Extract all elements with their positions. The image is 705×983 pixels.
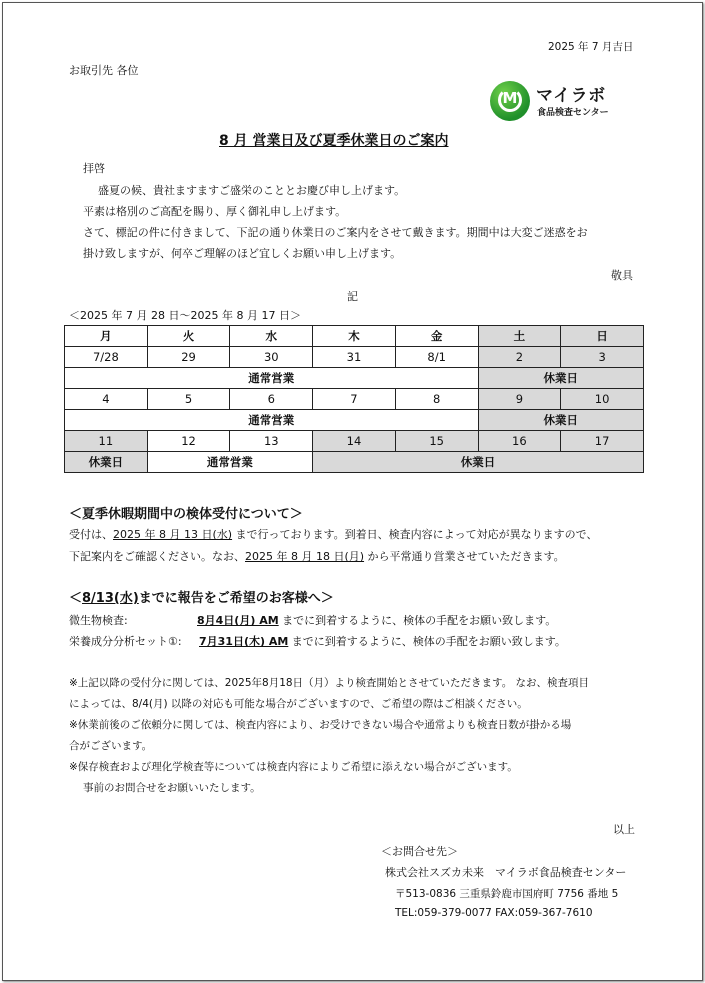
date-cell: 6 [230,389,313,410]
test-row-detail [199,633,566,649]
date-cell: 30 [230,347,313,368]
note-line: 合がございます。 [69,740,153,752]
greeting-line: 掛け致しますが、何卒ご理解のほど宜しくお願い申し上げます。 [83,247,402,260]
weekday-cell: 火 [147,326,230,347]
deadline-date: 8/13(水) [82,591,139,606]
greeting-line: 平素は格別のご高配を賜り、厚く御礼申し上げます。 [83,205,347,218]
date-cell: 12 [147,431,230,452]
ki-heading: 記 [347,290,358,303]
date-cell: 17 [561,431,644,452]
status-row [65,410,644,431]
weekday-cell: 金 [395,326,478,347]
text: までに報告をご希望のお客様へ＞ [138,591,334,606]
business-calendar [64,325,644,473]
date-cell: 29 [147,347,230,368]
status-holiday: 休業日 [478,368,643,389]
ijou: 以上 [613,823,635,836]
logo-mark-letter: M [502,89,518,107]
arrival-deadline: 8月4日(月) AM [197,614,279,627]
calendar-period: ＜2025 年 7 月 28 日～2025 年 8 月 17 日＞ [69,309,301,322]
date-cell: 7/28 [65,347,148,368]
section-heading: ＜夏季休暇期間中の検体受付について＞ [69,507,303,522]
date-cell: 15 [395,431,478,452]
date-cell: 2 [478,347,561,368]
text: まで行っております。到着日、検査内容によって対応が異なりますので、 [232,528,598,541]
date-cell: 16 [478,431,561,452]
contact-address: 〒513-0836 三重県鈴鹿市国府町 7756 番地 5 [395,888,619,900]
section-line [69,526,597,542]
logo-subtitle: 食品検査センター [537,108,609,118]
recipient: お取引先 各位 [69,64,139,77]
date-cell: 13 [230,431,313,452]
resume-date: 2025 年 8 月 18 日(月) [245,550,365,563]
test-row-detail [197,612,556,628]
date-cell: 8 [395,389,478,410]
contact-company: 株式会社スズカ未来 マイラボ食品検査センター [385,866,627,879]
test-label: 栄養成分分析セット①: [69,635,182,648]
logo-name: マイラボ [536,86,606,106]
status-holiday: 休業日 [478,410,643,431]
document-page [2,2,703,981]
weekday-cell: 日 [561,326,644,347]
status-holiday: 休業日 [313,452,644,473]
greeting-opening: 拝啓 [83,162,105,175]
deadline-date: 2025 年 8 月 13 日(水) [113,528,233,541]
note-line: 事前のお問合せをお願いいたします。 [83,782,261,794]
note-line: によっては、8/4(月) 以降の対応も可能な場合がございますので、ご希望の際はご相談ください。 [69,698,528,710]
date-cell: 9 [478,389,561,410]
note-line: ※保存検査および理化学検査等については検査内容によりご希望に添えない場合がございます。 [69,761,518,773]
status-normal: 通常営業 [65,410,479,431]
status-row [65,368,644,389]
text: ＜ [69,591,83,606]
greeting-closing: 敬具 [611,269,633,282]
status-row [65,452,644,473]
weekday-cell: 土 [478,326,561,347]
text: までに到着するように、検体の手配をお願い致します。 [278,614,557,627]
date-cell: 8/1 [395,347,478,368]
weekday-cell: 水 [230,326,313,347]
issue-date: 2025 年 7 月吉日 [548,41,634,53]
date-cell: 7 [313,389,396,410]
greeting-line: 盛夏の候、貴社ますますご盛栄のこととお慶び申し上げます。 [98,184,406,197]
weekday-header-row [65,326,644,347]
test-row [69,633,182,649]
arrival-deadline: 7月31日(木) AM [199,635,289,648]
section-line [69,548,565,564]
date-row [65,431,644,452]
weekday-cell: 木 [313,326,396,347]
test-label: 微生物検査: [69,614,128,627]
status-normal: 通常営業 [65,368,479,389]
text: 下記案内をご確認ください。なお、 [69,550,245,563]
date-row [65,347,644,368]
section-heading [69,587,334,606]
date-cell: 10 [561,389,644,410]
date-cell: 5 [147,389,230,410]
company-logo [490,79,620,125]
page-title: 8 月 営業日及び夏季休業日のご案内 [219,133,449,149]
date-row [65,389,644,410]
text: から平常通り営業させていただきます。 [364,550,565,563]
greeting-line: さて、標記の件に付きまして、下記の通り休業日のご案内をさせて戴きます。期間中は大変ご迷惑をお [83,226,588,239]
text: までに到着するように、検体の手配をお願い致します。 [288,635,566,648]
contact-heading: ＜お問合せ先＞ [381,845,458,858]
note-line: ※上記以降の受付分に関しては、2025年8月18日（月）より検査開始とさせていただきます。 なお、検査項目 [69,677,590,689]
date-cell: 11 [65,431,148,452]
date-cell: 31 [313,347,396,368]
date-cell: 3 [561,347,644,368]
weekday-cell: 月 [65,326,148,347]
status-normal: 通常営業 [147,452,312,473]
date-cell: 14 [313,431,396,452]
text: 受付は、 [69,528,113,541]
status-holiday: 休業日 [65,452,148,473]
contact-phone: TEL:059-379-0077 FAX:059-367-7610 [395,907,593,919]
date-cell: 4 [65,389,148,410]
note-line: ※休業前後のご依頼分に関しては、検査内容により、お受けできない場合や通常よりも検査日数が掛かる場 [69,719,572,731]
test-row [69,612,128,628]
